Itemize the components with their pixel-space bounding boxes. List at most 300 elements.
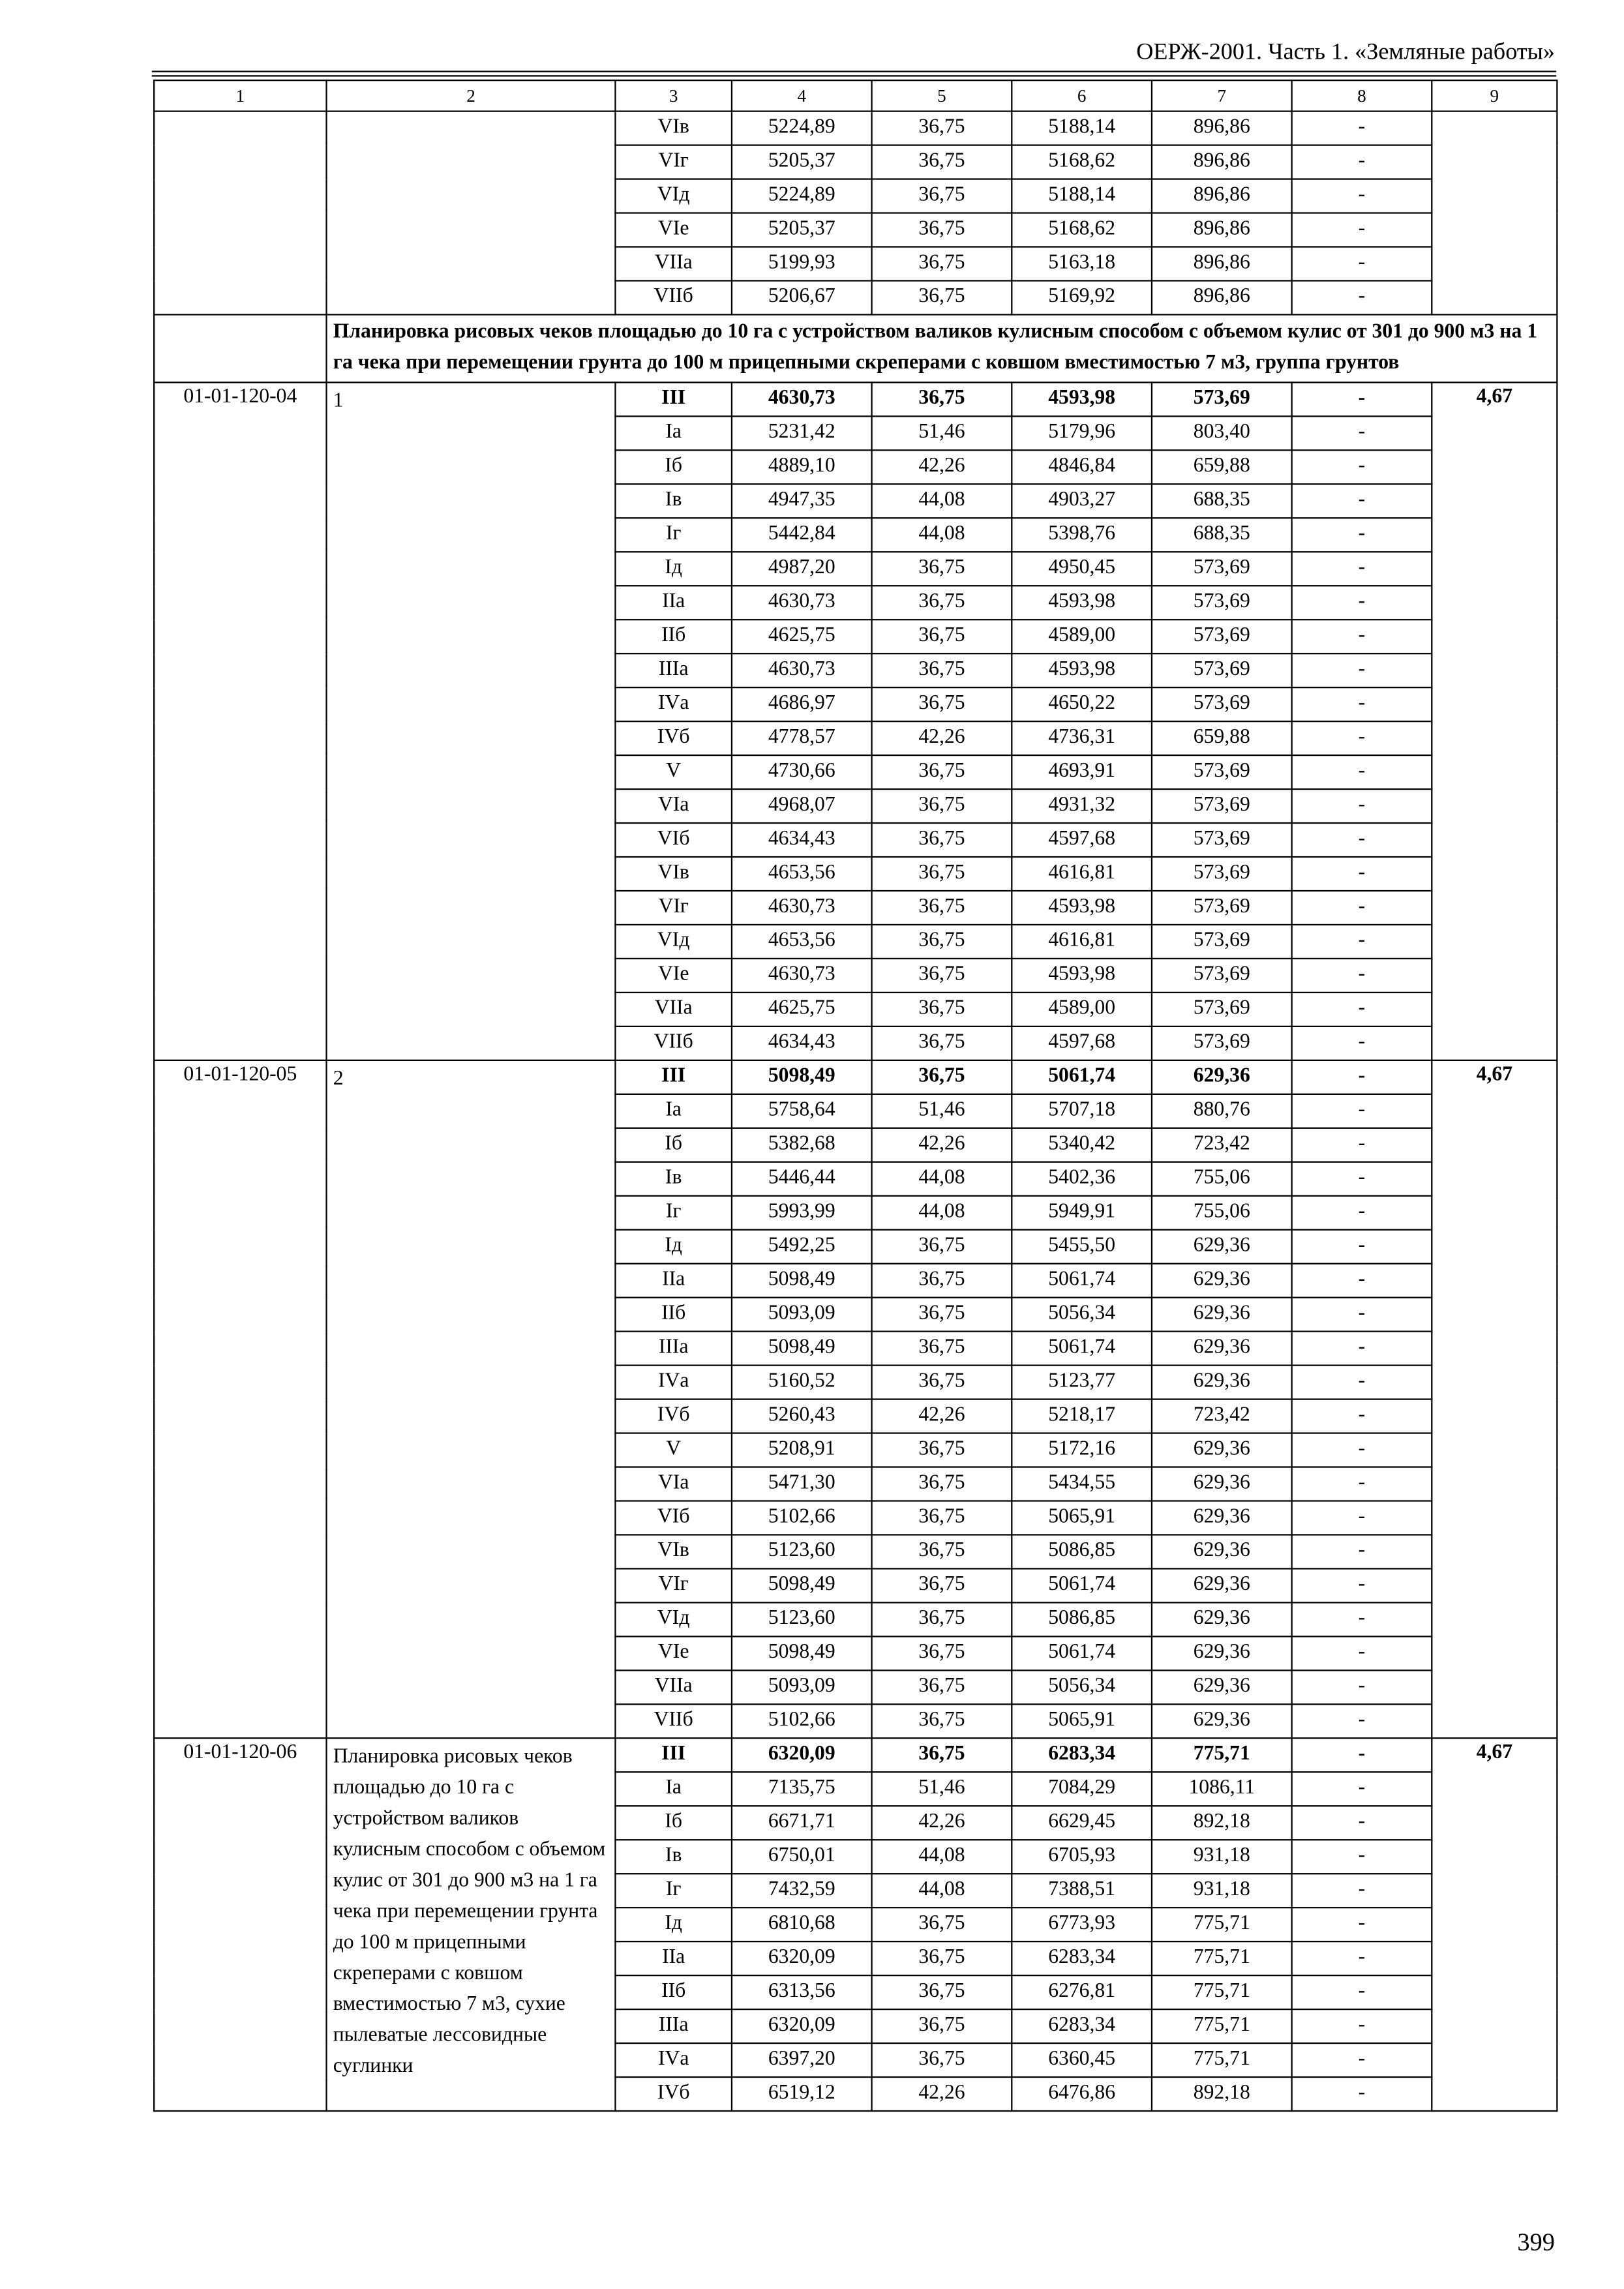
empty-code-cell: [154, 314, 326, 382]
materials-cost: -: [1292, 993, 1432, 1026]
soil-group: IVа: [615, 687, 732, 721]
header-rule: [152, 70, 1556, 72]
rate-label: Планировка рисовых чеков площадью до 10 га с устройством валиков кулисным способом с объемом кулис от 301 до 900 м3 на 1 га чека при перемещении грунта до 100 м прицепными скреперами с ковшом вместимостью 7 м3, сухие пылеватые лессовидные суглинки: [327, 1738, 616, 2111]
rate-code: [154, 112, 326, 315]
machine-cost: 5707,18: [1012, 1094, 1152, 1128]
soil-group: VIд: [615, 179, 732, 213]
labor-cost: 51,46: [872, 416, 1012, 450]
materials-cost: -: [1292, 1298, 1432, 1332]
total-cost: 4630,73: [732, 653, 872, 687]
rates-table: [153, 80, 1557, 2112]
table-body: [154, 80, 1557, 2111]
soil-group: Iв: [615, 1162, 732, 1196]
machine-cost: 4593,98: [1012, 959, 1152, 993]
labor-cost: 36,75: [872, 1704, 1012, 1738]
labor-cost: 36,75: [872, 586, 1012, 620]
soil-group: VIд: [615, 925, 732, 959]
machine-cost: 4616,81: [1012, 925, 1152, 959]
machinist-wage: 573,69: [1152, 620, 1292, 653]
machine-cost: 5056,34: [1012, 1670, 1152, 1704]
machine-cost: 5061,74: [1012, 1636, 1152, 1670]
total-cost: 5123,60: [732, 1534, 872, 1568]
machinist-wage: 775,71: [1152, 1908, 1292, 1941]
machine-cost: 5179,96: [1012, 416, 1152, 450]
machinist-wage: 880,76: [1152, 1094, 1292, 1128]
total-cost: 5492,25: [732, 1230, 872, 1264]
machinist-wage: 629,36: [1152, 1230, 1292, 1264]
column-number: 4: [732, 80, 872, 111]
labor-cost: 36,75: [872, 1467, 1012, 1501]
soil-group: IIб: [615, 1298, 732, 1332]
materials-cost: -: [1292, 1738, 1432, 1772]
soil-group: VIб: [615, 1501, 732, 1535]
machine-cost: 5061,74: [1012, 1332, 1152, 1366]
materials-cost: -: [1292, 1128, 1432, 1162]
labor-cost: 36,75: [872, 2009, 1012, 2043]
materials-cost: -: [1292, 280, 1432, 314]
materials-cost: -: [1292, 653, 1432, 687]
materials-cost: -: [1292, 450, 1432, 484]
materials-cost: -: [1292, 2009, 1432, 2043]
materials-cost: -: [1292, 857, 1432, 891]
rate-code: 01-01-120-06: [154, 1738, 326, 2111]
materials-cost: -: [1292, 145, 1432, 179]
soil-group: VIIа: [615, 247, 732, 280]
machinist-wage: 896,86: [1152, 179, 1292, 213]
soil-group: VIе: [615, 1636, 732, 1670]
machinist-wage: 629,36: [1152, 1568, 1292, 1602]
soil-group: VIIб: [615, 1026, 732, 1060]
column-number: 5: [872, 80, 1012, 111]
soil-group: Iг: [615, 1874, 732, 1908]
rate-label: [327, 112, 616, 315]
column-number: 7: [1152, 80, 1292, 111]
machine-cost: 5402,36: [1012, 1162, 1152, 1196]
machine-cost: 5218,17: [1012, 1399, 1152, 1433]
machine-cost: 5061,74: [1012, 1568, 1152, 1602]
machinist-wage: 573,69: [1152, 382, 1292, 416]
materials-cost: -: [1292, 1806, 1432, 1840]
soil-group: IIа: [615, 586, 732, 620]
total-cost: 7432,59: [732, 1874, 872, 1908]
machinist-wage: 723,42: [1152, 1399, 1292, 1433]
labor-cost: 36,75: [872, 1636, 1012, 1670]
labor-norm: 4,67: [1432, 1060, 1557, 1738]
materials-cost: -: [1292, 687, 1432, 721]
soil-group: V: [615, 1433, 732, 1467]
machinist-wage: 688,35: [1152, 484, 1292, 518]
labor-norm: [1432, 112, 1557, 315]
column-number-row: [154, 80, 1557, 111]
soil-group: Iв: [615, 1840, 732, 1874]
soil-group: IIа: [615, 1941, 732, 1975]
machinist-wage: 723,42: [1152, 1128, 1292, 1162]
total-cost: 4625,75: [732, 620, 872, 653]
total-cost: 6320,09: [732, 1941, 872, 1975]
soil-group: Iд: [615, 552, 732, 586]
total-cost: 6313,56: [732, 1975, 872, 2009]
total-cost: 4968,07: [732, 789, 872, 823]
materials-cost: -: [1292, 789, 1432, 823]
column-number: 8: [1292, 80, 1432, 111]
labor-cost: 36,75: [872, 1298, 1012, 1332]
materials-cost: -: [1292, 1636, 1432, 1670]
soil-group: Iб: [615, 1128, 732, 1162]
materials-cost: -: [1292, 1094, 1432, 1128]
soil-group: IVб: [615, 1399, 732, 1433]
total-cost: 5260,43: [732, 1399, 872, 1433]
labor-cost: 36,75: [872, 1602, 1012, 1636]
machinist-wage: 629,36: [1152, 1534, 1292, 1568]
total-cost: 6397,20: [732, 2043, 872, 2077]
machinist-wage: 573,69: [1152, 993, 1292, 1026]
total-cost: 5993,99: [732, 1196, 872, 1230]
labor-cost: 36,75: [872, 925, 1012, 959]
total-cost: 4634,43: [732, 823, 872, 857]
total-cost: 5199,93: [732, 247, 872, 280]
machine-cost: 4593,98: [1012, 382, 1152, 416]
labor-cost: 36,75: [872, 857, 1012, 891]
total-cost: 4730,66: [732, 755, 872, 789]
machinist-wage: 629,36: [1152, 1501, 1292, 1535]
machinist-wage: 573,69: [1152, 789, 1292, 823]
column-number: 1: [154, 80, 326, 111]
materials-cost: -: [1292, 1433, 1432, 1467]
soil-group: IIIа: [615, 1332, 732, 1366]
soil-group: Iа: [615, 1094, 732, 1128]
machine-cost: 5065,91: [1012, 1704, 1152, 1738]
machine-cost: 4593,98: [1012, 653, 1152, 687]
labor-cost: 44,08: [872, 518, 1012, 552]
materials-cost: -: [1292, 959, 1432, 993]
materials-cost: -: [1292, 1366, 1432, 1399]
labor-cost: 36,75: [872, 179, 1012, 213]
machinist-wage: 629,36: [1152, 1264, 1292, 1298]
machine-cost: 4597,68: [1012, 1026, 1152, 1060]
materials-cost: -: [1292, 891, 1432, 925]
machine-cost: 5172,16: [1012, 1433, 1152, 1467]
total-cost: 5098,49: [732, 1060, 872, 1094]
total-cost: 5093,09: [732, 1298, 872, 1332]
total-cost: 5098,49: [732, 1568, 872, 1602]
machinist-wage: 931,18: [1152, 1874, 1292, 1908]
materials-cost: -: [1292, 112, 1432, 145]
soil-group: VIIб: [615, 1704, 732, 1738]
rate-label: 1: [327, 382, 616, 1060]
header-rule: [152, 75, 1556, 76]
machine-cost: 5061,74: [1012, 1264, 1152, 1298]
machine-cost: 6476,86: [1012, 2077, 1152, 2111]
section-title-row: [154, 314, 1557, 382]
labor-cost: 36,75: [872, 280, 1012, 314]
machine-cost: 5455,50: [1012, 1230, 1152, 1264]
materials-cost: -: [1292, 1196, 1432, 1230]
labor-cost: 36,75: [872, 1501, 1012, 1535]
machinist-wage: 573,69: [1152, 857, 1292, 891]
soil-group: VIв: [615, 112, 732, 145]
soil-group: IIб: [615, 1975, 732, 2009]
soil-group: IIIа: [615, 2009, 732, 2043]
soil-group: VIв: [615, 857, 732, 891]
machinist-wage: 629,36: [1152, 1298, 1292, 1332]
machinist-wage: 931,18: [1152, 1840, 1292, 1874]
soil-group: Iд: [615, 1908, 732, 1941]
machinist-wage: 629,36: [1152, 1670, 1292, 1704]
machine-cost: 5061,74: [1012, 1060, 1152, 1094]
materials-cost: -: [1292, 213, 1432, 247]
soil-group: VIб: [615, 823, 732, 857]
soil-group: IIа: [615, 1264, 732, 1298]
labor-cost: 36,75: [872, 891, 1012, 925]
machinist-wage: 629,36: [1152, 1366, 1292, 1399]
labor-cost: 36,75: [872, 620, 1012, 653]
soil-group: III: [615, 1738, 732, 1772]
materials-cost: -: [1292, 755, 1432, 789]
total-cost: 5123,60: [732, 1602, 872, 1636]
machinist-wage: 896,86: [1152, 280, 1292, 314]
total-cost: 4778,57: [732, 721, 872, 755]
machine-cost: 5168,62: [1012, 145, 1152, 179]
labor-cost: 36,75: [872, 823, 1012, 857]
total-cost: 6320,09: [732, 1738, 872, 1772]
labor-cost: 36,75: [872, 1026, 1012, 1060]
machinist-wage: 573,69: [1152, 687, 1292, 721]
soil-group: III: [615, 1060, 732, 1094]
materials-cost: -: [1292, 1162, 1432, 1196]
total-cost: 5098,49: [732, 1264, 872, 1298]
total-cost: 5093,09: [732, 1670, 872, 1704]
labor-cost: 36,75: [872, 687, 1012, 721]
machinist-wage: 775,71: [1152, 2043, 1292, 2077]
total-cost: 6519,12: [732, 2077, 872, 2111]
soil-group: IVа: [615, 2043, 732, 2077]
machine-cost: 5056,34: [1012, 1298, 1152, 1332]
machinist-wage: 573,69: [1152, 959, 1292, 993]
materials-cost: -: [1292, 1264, 1432, 1298]
page-number: 399: [1517, 2228, 1555, 2256]
machinist-wage: 659,88: [1152, 721, 1292, 755]
materials-cost: -: [1292, 586, 1432, 620]
machine-cost: 6283,34: [1012, 2009, 1152, 2043]
section-title: Планировка рисовых чеков площадью до 10 га с устройством валиков кулисным способом с объемом кулис от 301 до 900 м3 на 1 га чека при перемещении грунта до 100 м прицепными скреперами с ковшом вместимостью 7 м3, группа грунтов: [327, 314, 1557, 382]
table-row: [154, 382, 1557, 416]
labor-cost: 36,75: [872, 1264, 1012, 1298]
machine-cost: 4846,84: [1012, 450, 1152, 484]
machinist-wage: 573,69: [1152, 891, 1292, 925]
labor-cost: 44,08: [872, 1840, 1012, 1874]
materials-cost: -: [1292, 1941, 1432, 1975]
labor-cost: 44,08: [872, 1874, 1012, 1908]
materials-cost: -: [1292, 1026, 1432, 1060]
soil-group: Iа: [615, 416, 732, 450]
soil-group: Iб: [615, 450, 732, 484]
machinist-wage: 1086,11: [1152, 1772, 1292, 1806]
total-cost: 6810,68: [732, 1908, 872, 1941]
materials-cost: -: [1292, 1230, 1432, 1264]
machine-cost: 4931,32: [1012, 789, 1152, 823]
labor-cost: 36,75: [872, 1230, 1012, 1264]
machine-cost: 7084,29: [1012, 1772, 1152, 1806]
labor-cost: 36,75: [872, 1568, 1012, 1602]
labor-cost: 36,75: [872, 789, 1012, 823]
labor-cost: 42,26: [872, 721, 1012, 755]
total-cost: 5446,44: [732, 1162, 872, 1196]
machinist-wage: 573,69: [1152, 552, 1292, 586]
soil-group: VIIа: [615, 993, 732, 1026]
labor-cost: 44,08: [872, 1162, 1012, 1196]
materials-cost: -: [1292, 1874, 1432, 1908]
materials-cost: -: [1292, 1332, 1432, 1366]
machine-cost: 6629,45: [1012, 1806, 1152, 1840]
machine-cost: 5086,85: [1012, 1534, 1152, 1568]
labor-cost: 51,46: [872, 1772, 1012, 1806]
machine-cost: 5398,76: [1012, 518, 1152, 552]
total-cost: 4686,97: [732, 687, 872, 721]
materials-cost: -: [1292, 925, 1432, 959]
machinist-wage: 629,36: [1152, 1332, 1292, 1366]
machinist-wage: 775,71: [1152, 1738, 1292, 1772]
soil-group: Iв: [615, 484, 732, 518]
machine-cost: 6283,34: [1012, 1738, 1152, 1772]
machinist-wage: 803,40: [1152, 416, 1292, 450]
soil-group: VIе: [615, 213, 732, 247]
running-header: ОЕРЖ-2001. Часть 1. «Земляные работы»: [1136, 40, 1555, 65]
total-cost: 5382,68: [732, 1128, 872, 1162]
materials-cost: -: [1292, 1840, 1432, 1874]
total-cost: 5224,89: [732, 112, 872, 145]
total-cost: 5442,84: [732, 518, 872, 552]
soil-group: VIа: [615, 789, 732, 823]
total-cost: 5102,66: [732, 1704, 872, 1738]
labor-cost: 36,75: [872, 382, 1012, 416]
machine-cost: 5163,18: [1012, 247, 1152, 280]
machine-cost: 4589,00: [1012, 620, 1152, 653]
materials-cost: -: [1292, 484, 1432, 518]
machine-cost: 4650,22: [1012, 687, 1152, 721]
labor-cost: 36,75: [872, 2043, 1012, 2077]
machine-cost: 4616,81: [1012, 857, 1152, 891]
total-cost: 4625,75: [732, 993, 872, 1026]
machinist-wage: 629,36: [1152, 1060, 1292, 1094]
machine-cost: 5340,42: [1012, 1128, 1152, 1162]
machinist-wage: 573,69: [1152, 586, 1292, 620]
machine-cost: 6283,34: [1012, 1941, 1152, 1975]
total-cost: 4630,73: [732, 891, 872, 925]
soil-group: VIIа: [615, 1670, 732, 1704]
materials-cost: -: [1292, 1670, 1432, 1704]
materials-cost: -: [1292, 1568, 1432, 1602]
labor-cost: 36,75: [872, 145, 1012, 179]
materials-cost: -: [1292, 823, 1432, 857]
rate-label: 2: [327, 1060, 616, 1738]
soil-group: IVб: [615, 2077, 732, 2111]
soil-group: Iб: [615, 1806, 732, 1840]
soil-group: Iг: [615, 518, 732, 552]
total-cost: 5098,49: [732, 1636, 872, 1670]
machinist-wage: 659,88: [1152, 450, 1292, 484]
table-row: [154, 112, 1557, 145]
labor-cost: 36,75: [872, 653, 1012, 687]
table-row: [154, 1738, 1557, 1772]
soil-group: IVб: [615, 721, 732, 755]
soil-group: VIд: [615, 1602, 732, 1636]
total-cost: 7135,75: [732, 1772, 872, 1806]
machine-cost: 5949,91: [1012, 1196, 1152, 1230]
machine-cost: 5434,55: [1012, 1467, 1152, 1501]
total-cost: 4653,56: [732, 925, 872, 959]
machine-cost: 6276,81: [1012, 1975, 1152, 2009]
materials-cost: -: [1292, 1501, 1432, 1535]
machine-cost: 4593,98: [1012, 586, 1152, 620]
soil-group: VIв: [615, 1534, 732, 1568]
machinist-wage: 573,69: [1152, 755, 1292, 789]
materials-cost: -: [1292, 721, 1432, 755]
materials-cost: -: [1292, 1704, 1432, 1738]
labor-cost: 36,75: [872, 993, 1012, 1026]
machine-cost: 5086,85: [1012, 1602, 1152, 1636]
labor-cost: 42,26: [872, 2077, 1012, 2111]
labor-cost: 36,75: [872, 1941, 1012, 1975]
materials-cost: -: [1292, 1534, 1432, 1568]
labor-cost: 36,75: [872, 1366, 1012, 1399]
materials-cost: -: [1292, 247, 1432, 280]
materials-cost: -: [1292, 2043, 1432, 2077]
soil-group: IIб: [615, 620, 732, 653]
labor-cost: 36,75: [872, 1332, 1012, 1366]
soil-group: IVа: [615, 1366, 732, 1399]
materials-cost: -: [1292, 518, 1432, 552]
total-cost: 6750,01: [732, 1840, 872, 1874]
machine-cost: 5168,62: [1012, 213, 1152, 247]
labor-cost: 36,75: [872, 1738, 1012, 1772]
labor-cost: 36,75: [872, 213, 1012, 247]
total-cost: 4889,10: [732, 450, 872, 484]
materials-cost: -: [1292, 1060, 1432, 1094]
materials-cost: -: [1292, 620, 1432, 653]
total-cost: 4987,20: [732, 552, 872, 586]
machine-cost: 6773,93: [1012, 1908, 1152, 1941]
total-cost: 5224,89: [732, 179, 872, 213]
total-cost: 5758,64: [732, 1094, 872, 1128]
total-cost: 6671,71: [732, 1806, 872, 1840]
soil-group: V: [615, 755, 732, 789]
labor-cost: 36,75: [872, 247, 1012, 280]
machinist-wage: 629,36: [1152, 1602, 1292, 1636]
machinist-wage: 629,36: [1152, 1704, 1292, 1738]
total-cost: 5471,30: [732, 1467, 872, 1501]
total-cost: 5206,67: [732, 280, 872, 314]
total-cost: 4630,73: [732, 959, 872, 993]
materials-cost: -: [1292, 382, 1432, 416]
machinist-wage: 573,69: [1152, 1026, 1292, 1060]
labor-norm: 4,67: [1432, 1738, 1557, 2111]
machinist-wage: 629,36: [1152, 1433, 1292, 1467]
soil-group: Iд: [615, 1230, 732, 1264]
labor-cost: 51,46: [872, 1094, 1012, 1128]
machinist-wage: 775,71: [1152, 2009, 1292, 2043]
total-cost: 5205,37: [732, 213, 872, 247]
machine-cost: 5188,14: [1012, 179, 1152, 213]
labor-cost: 36,75: [872, 1060, 1012, 1094]
machinist-wage: 755,06: [1152, 1196, 1292, 1230]
materials-cost: -: [1292, 1602, 1432, 1636]
machine-cost: 4736,31: [1012, 721, 1152, 755]
machinist-wage: 573,69: [1152, 925, 1292, 959]
column-number: 3: [615, 80, 732, 111]
total-cost: 5231,42: [732, 416, 872, 450]
labor-cost: 42,26: [872, 1128, 1012, 1162]
column-number: 6: [1012, 80, 1152, 111]
